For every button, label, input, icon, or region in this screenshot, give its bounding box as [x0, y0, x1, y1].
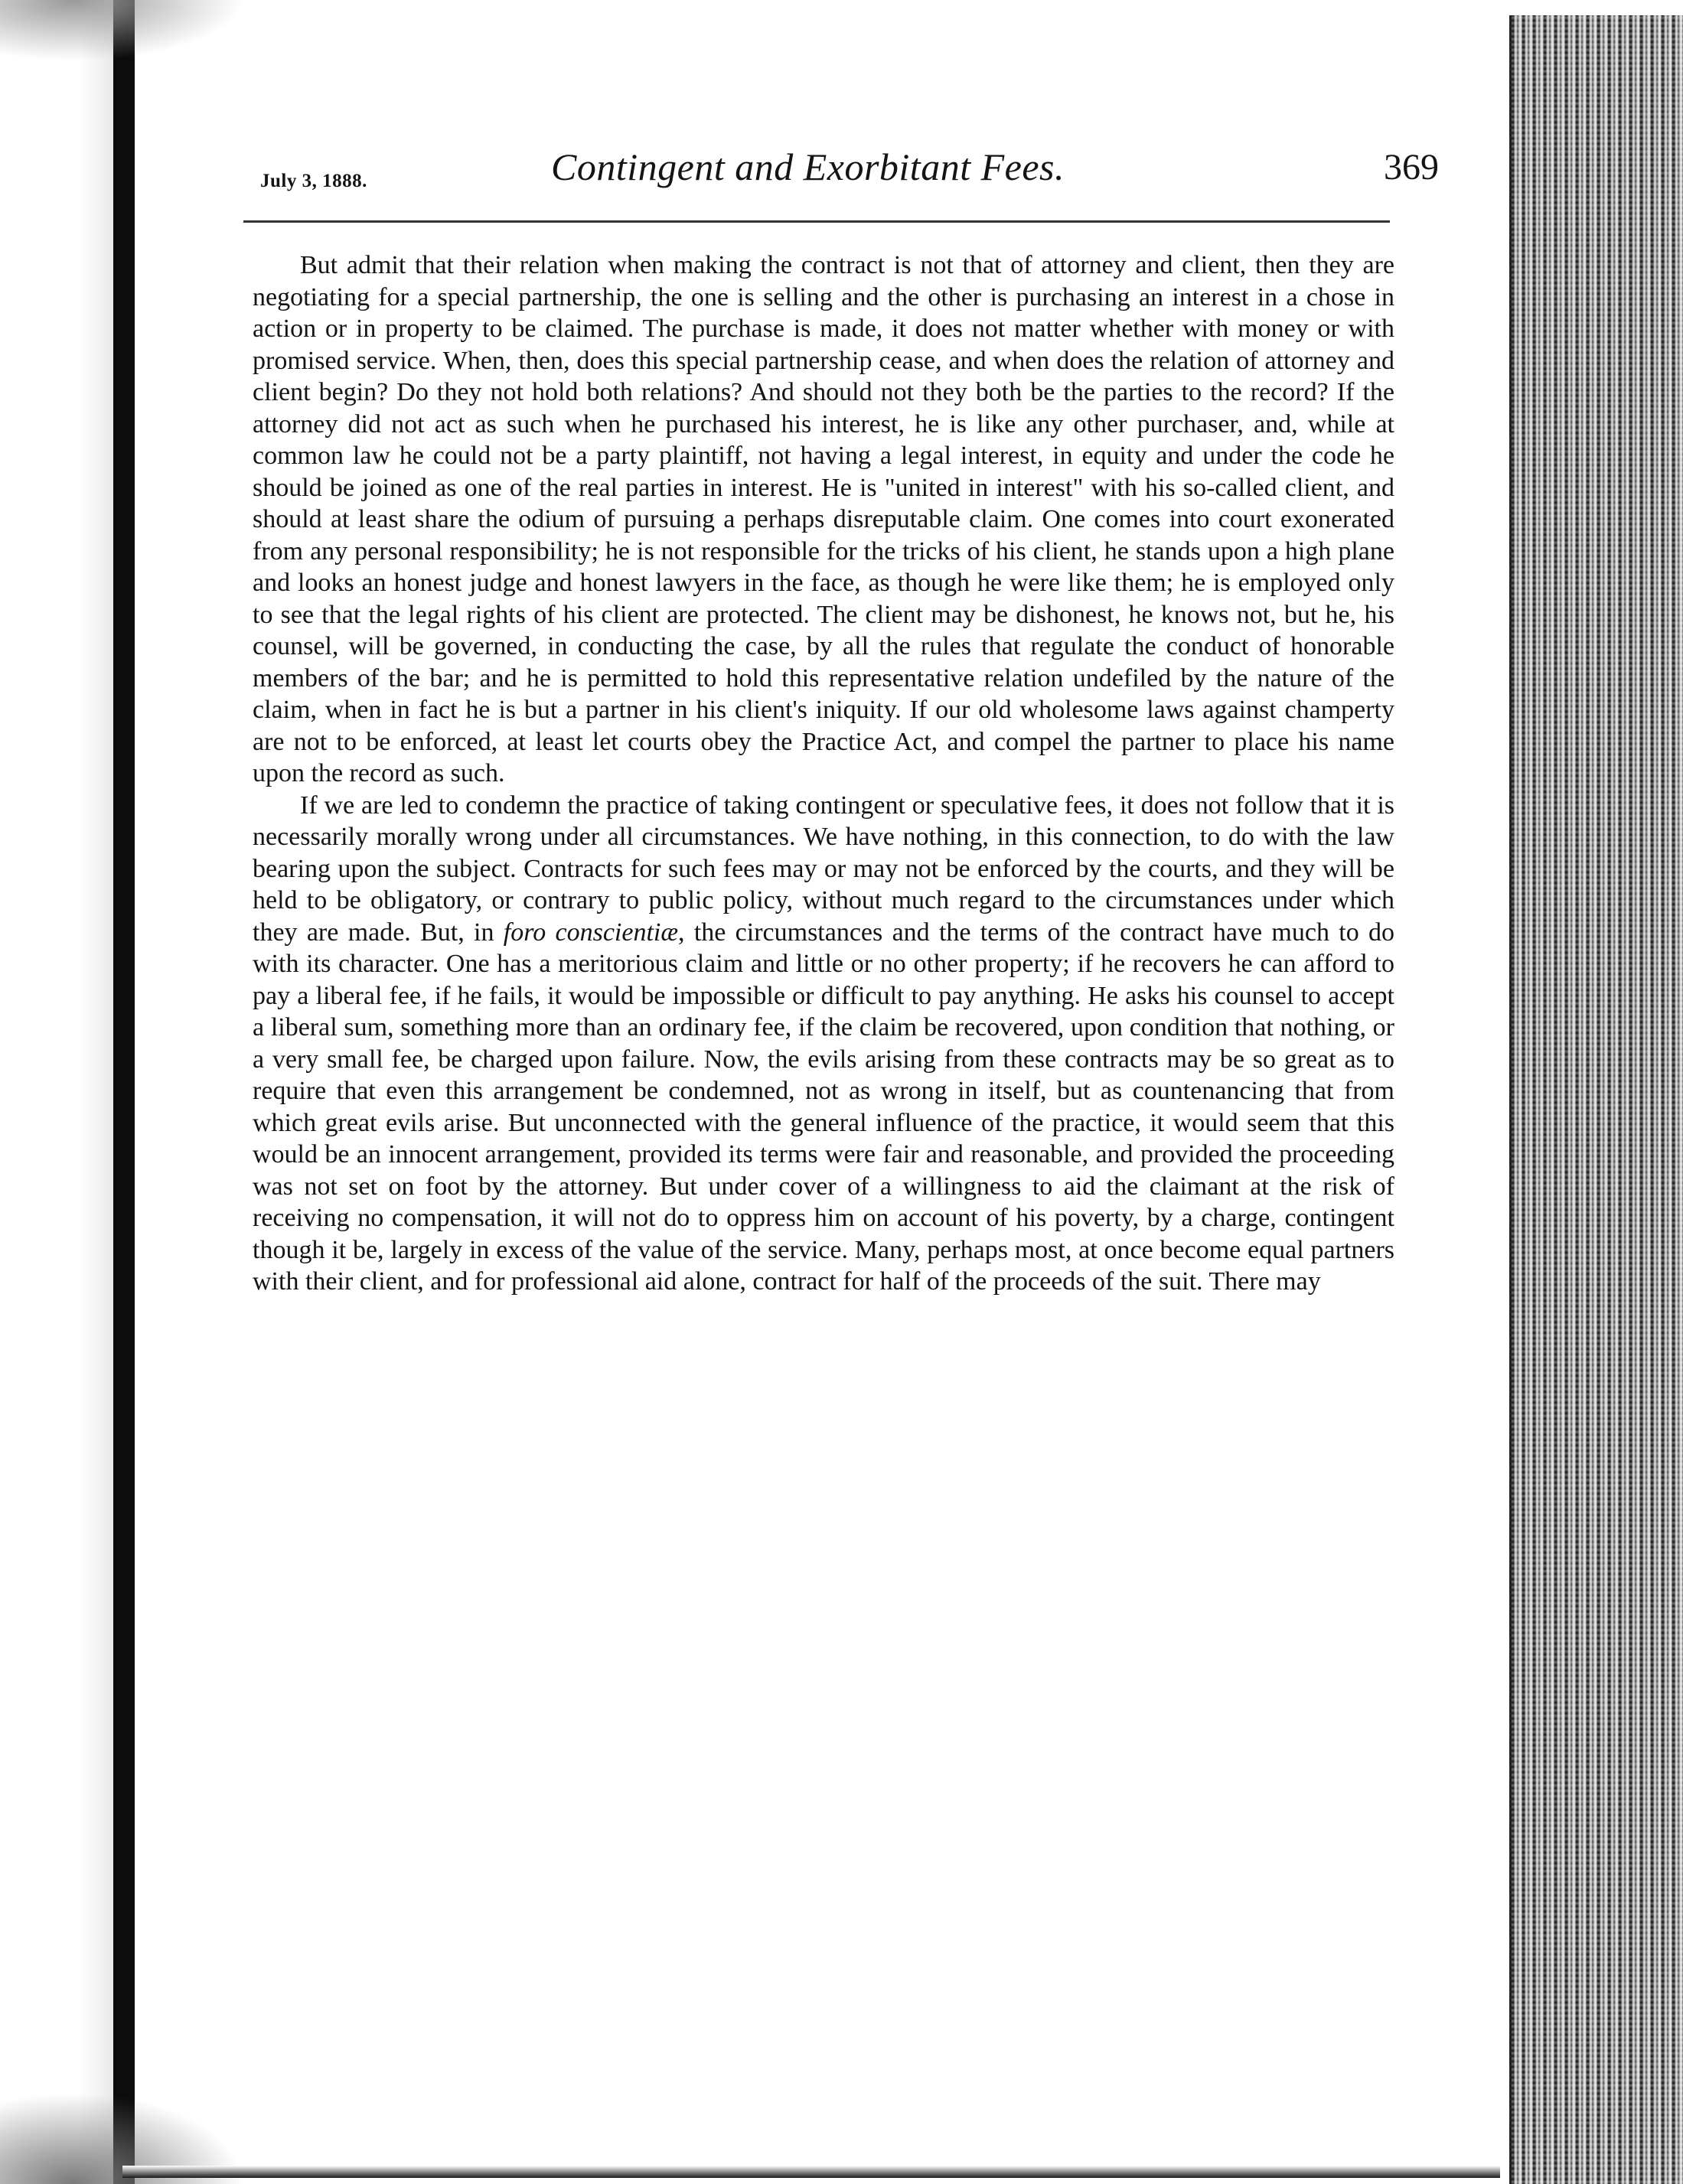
page-bottom-edge	[122, 2166, 1500, 2178]
latin-phrase: foro conscientiæ	[503, 918, 679, 947]
article-body	[253, 249, 1394, 1298]
paragraph-2	[253, 790, 1394, 1298]
scan-corner-top	[0, 0, 245, 61]
running-header	[260, 142, 1439, 203]
gutter-shadow	[0, 0, 113, 2184]
page-number: 369	[1384, 147, 1439, 187]
issue-date: July 3, 1888.	[260, 171, 367, 191]
running-title: Contingent and Exorbitant Fees.	[551, 145, 1065, 188]
paragraph-2-part-1: If we are led to condemn the practice of taking contingent or speculative fees, it does not follow that it is necessarily morally wrong under all circumstances. We have nothing, in this connection, to do with the law bearing upon the subject. Contracts for such fees may or may not be enforced by the courts, and they will be held to be obligatory, or contrary to public policy, without much regard to the circumstances under which they are made. But, in	[253, 790, 1394, 947]
paragraph-1: But admit that their relation when making the contract is not that of attorney and client, then they are negotiating for a special partnership, the one is selling and the other is purchasing an interest in a chose in action or in property to be claimed. The purchase is made, it does not matter whether with money or with promised service. When, then, does this special partnership cease, and when does the relation of attorney and client begin? Do they not hold both relations? And should not they both be the parties to the record? If the attorney did not act as such when he purchased his interest, he is like any other purchaser, and, while at common law he could not be a party plaintiff, not having a legal interest, in equity and under the code he should be joined as one of the real parties in interest. He is "united in interest" with his so-called client, and should at least share the odium of pursuing a perhaps disreputable claim. One comes into court exonerated from any personal responsibility; he is not responsible for the tricks of his client, he stands upon a high plane and looks an honest judge and honest lawyers in the face, as though he were like them; he is employed only to see that the legal rights of his client are protected. The client may be dishonest, he knows not, but he, his counsel, will be governed, in conducting the case, by all the rules that regulate the conduct of honorable members of the bar; and he is permitted to hold this representative relation undefiled by the nature of the claim, when in fact he is but a partner in his client's iniquity. If our old wholesome laws against champerty are not to be enforced, at least let courts obey the Practice Act, and compel the partner to place his name upon the record as such.	[253, 251, 1394, 787]
paragraph-2-part-2: , the circumstances and the terms of the contract have much to do with its character. One has a meritorious claim and little or no other property; if he recovers he can afford to pay a liberal fee, if he fails, it would be impossible or difficult to pay anything. He asks his counsel to accept a liberal sum, something more than an ordinary fee, if the claim be recovered, upon condition that nothing, or a very small fee, be charged upon failure. Now, the evils arising from these contracts may be so great as to require that even this arrangement be condemned, not as wrong in itself, but as countenancing that from which great evils arise. But unconnected with the general influence of the practice, it would seem that this would be an innocent arrangement, provided its terms were fair and reasonable, and provided the proceeding was not set on foot by the attorney. But under cover of a willingness to aid the claimant at the risk of receiving no compensation, it will not do to oppress him on account of his poverty, by a charge, contingent though it be, largely in excess of the value of the service. Many, perhaps most, at once become equal partners with their client, and for professional aid alone, contract for half of the proceeds of the suit. There may	[253, 918, 1395, 1296]
book-spine-edge	[113, 0, 135, 2184]
header-rule	[243, 220, 1390, 223]
page-stack-texture	[1512, 15, 1683, 2184]
